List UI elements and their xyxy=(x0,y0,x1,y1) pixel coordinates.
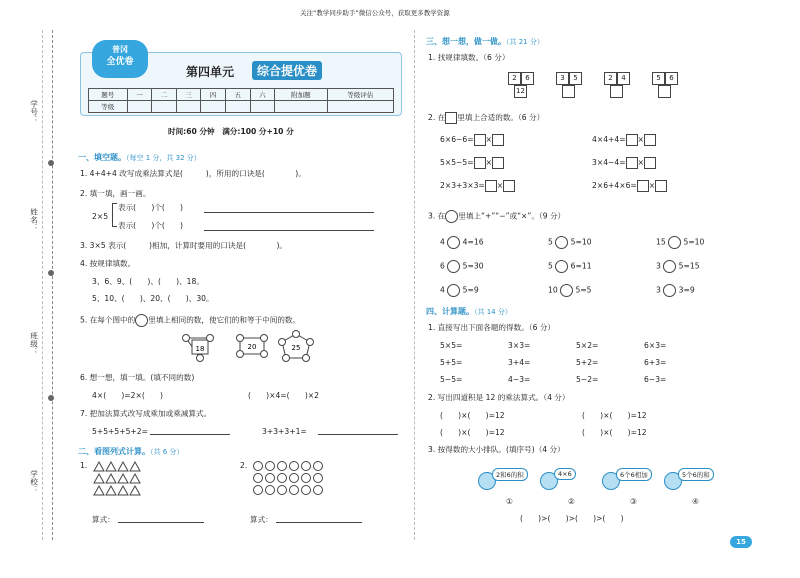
page-title: 综合提优卷 xyxy=(252,61,322,80)
draw-line xyxy=(204,230,374,231)
triangle-shape xyxy=(106,462,116,471)
logo-badge xyxy=(92,40,148,78)
ant-number: ③ xyxy=(630,497,637,506)
calc-item: 5×5= xyxy=(440,341,463,350)
side-xingming: 姓名： xyxy=(29,208,39,231)
pattern-cell: 4 xyxy=(617,72,630,85)
calc-item: 5−2= xyxy=(576,375,599,384)
s2-q1-num: 1. xyxy=(80,461,88,470)
triangle-shape xyxy=(118,486,128,495)
pattern-answer-cell[interactable] xyxy=(562,85,575,98)
score-header: 六 xyxy=(250,89,275,101)
s1-q6b: ( )×4=( )×2 xyxy=(248,391,319,400)
score-header: 附加题 xyxy=(275,89,327,101)
fill-box-expr: 3×4−4= × xyxy=(592,157,656,169)
section4-title: 四、计算题。（共 14 分） xyxy=(426,307,512,316)
logo-line1: 普冈 xyxy=(112,45,128,54)
operator-expr: 5 6=11 xyxy=(548,260,592,273)
answer-box[interactable] xyxy=(626,134,638,146)
score-header: 四 xyxy=(201,89,226,101)
brace xyxy=(112,203,117,227)
triangle-shape xyxy=(118,462,128,471)
score-cell[interactable] xyxy=(225,101,250,113)
ant-tag: 2和6的积 xyxy=(492,468,528,481)
circle-shape xyxy=(314,486,323,495)
s1-q2-line1: 表示( )个( ) xyxy=(118,203,184,212)
s1-q2: 2. 填一填，画一画。 xyxy=(80,189,151,198)
s2-formula1: 算式： xyxy=(92,515,115,524)
score-cell[interactable] xyxy=(176,101,201,113)
answer-line xyxy=(318,434,398,435)
q5-num: 25 xyxy=(291,344,301,352)
s1-q5: 5. 在每个图中的 里填上相同的数，使它们的和等于中间的数。 xyxy=(80,314,300,327)
s4-q2: 2. 写出四道积是 12 的乘法算式。（4 分） xyxy=(428,393,570,402)
circle-shape xyxy=(254,474,263,483)
circle-icon xyxy=(135,314,148,327)
top-note: 关注“教学同步助手”微信公众号，获取更多教学资源 xyxy=(300,9,450,17)
operator-expr: 3 3=9 xyxy=(656,284,695,297)
triangle-shape xyxy=(106,474,116,483)
calc-item: 6−3= xyxy=(644,375,667,384)
s1-q6a: 4×( )=2×( ) xyxy=(92,391,163,400)
calc-item: 3+4= xyxy=(508,358,531,367)
score-cell[interactable] xyxy=(127,101,152,113)
triangle-shape xyxy=(94,462,104,471)
operator-expr: 10 5=5 xyxy=(548,284,592,297)
answer-box[interactable] xyxy=(503,180,515,192)
triangle-figure xyxy=(183,335,214,362)
calc-item: 5+5= xyxy=(440,358,463,367)
pattern-cell: 3 xyxy=(556,72,569,85)
score-table xyxy=(88,88,394,113)
fill-box-expr: 5×5−5= × xyxy=(440,157,504,169)
circle-shape xyxy=(290,462,299,471)
ant-number: ② xyxy=(568,497,575,506)
circle-shape xyxy=(278,462,287,471)
circle-shape xyxy=(254,462,263,471)
section1-title: 一、填空题。（每空 1 分，共 32 分） xyxy=(78,153,201,162)
s4-q2-line1a: ( )×( )=12 xyxy=(440,411,505,420)
fill-box-expr: 2×3+3×3= × xyxy=(440,180,515,192)
q5-num: 18 xyxy=(195,345,205,353)
circle-shape xyxy=(290,474,299,483)
calc-item: 5−5= xyxy=(440,375,463,384)
circle-shape xyxy=(314,462,323,471)
circle-shape xyxy=(266,462,275,471)
circle-shape xyxy=(266,486,275,495)
circle-shape xyxy=(290,486,299,495)
answer-line xyxy=(150,434,230,435)
answer-line xyxy=(276,522,362,523)
calc-item: 6+3= xyxy=(644,358,667,367)
q5-figures xyxy=(180,330,330,364)
operator-expr: 6 5=30 xyxy=(440,260,484,273)
circle-shape xyxy=(278,486,287,495)
order-answer: ( )>( )>( )>( ) xyxy=(520,514,624,523)
s1-q4a: 3、6、9、( )、( )、18。 xyxy=(92,277,204,286)
binding-line-outer xyxy=(42,30,43,540)
s3-q3: 3. 在 里填上“+”“−”或“×”。（9 分） xyxy=(428,210,565,223)
s3-q1: 1. 找规律填数。（6 分） xyxy=(428,53,510,62)
s4-q3: 3. 按得数的大小排队。(填序号)（4 分） xyxy=(428,445,565,454)
score-header: 二 xyxy=(152,89,177,101)
operator-circle[interactable] xyxy=(668,236,681,249)
draw-line xyxy=(204,212,374,213)
pattern-answer-cell[interactable] xyxy=(658,85,671,98)
s2-formula2: 算式： xyxy=(250,515,273,524)
score-cell[interactable] xyxy=(201,101,226,113)
answer-box[interactable] xyxy=(655,180,667,192)
circle-shape xyxy=(254,486,263,495)
s1-q4: 4. 按规律填数。 xyxy=(80,259,136,268)
score-header: 五 xyxy=(225,89,250,101)
operator-expr: 15 5=10 xyxy=(656,236,704,249)
answer-box[interactable] xyxy=(644,157,656,169)
operator-circle[interactable] xyxy=(663,260,676,273)
answer-box[interactable] xyxy=(637,180,649,192)
operator-circle[interactable] xyxy=(560,284,573,297)
hole-mark xyxy=(48,395,54,401)
fill-box-expr: 6×6−6= × xyxy=(440,134,504,146)
fill-box-expr: 4×4+4= × xyxy=(592,134,656,146)
operator-expr: 5 5=10 xyxy=(548,236,592,249)
answer-box[interactable] xyxy=(474,134,486,146)
calc-item: 5×2= xyxy=(576,341,599,350)
operator-expr: 4 5=9 xyxy=(440,284,479,297)
circle-shape xyxy=(266,474,275,483)
ant-tag: 6个6相加 xyxy=(616,468,652,481)
operator-circle[interactable] xyxy=(555,236,568,249)
calc-item: 5+2= xyxy=(576,358,599,367)
hole-mark xyxy=(48,270,54,276)
time-info: 时间:60 分钟 满分:100 分+10 分 xyxy=(168,127,294,136)
score-cell[interactable] xyxy=(250,101,275,113)
operator-circle[interactable] xyxy=(555,260,568,273)
answer-box[interactable] xyxy=(485,180,497,192)
s4-q2-line1b: ( )×( )=12 xyxy=(582,411,647,420)
section2-title: 二、看图列式计算。（共 6 分） xyxy=(78,447,184,456)
triangle-shape xyxy=(130,486,140,495)
pattern-cell: 2 xyxy=(508,72,521,85)
operator-circle[interactable] xyxy=(447,260,460,273)
column-divider xyxy=(414,30,415,540)
score-header: 等级评估 xyxy=(327,89,393,101)
section3-title: 三、想一想，做一做。（共 21 分） xyxy=(426,37,544,46)
s1-q2-expr: 2×5 xyxy=(92,212,109,221)
s4-q2-line2a: ( )×( )=12 xyxy=(440,428,505,437)
ant-number: ④ xyxy=(692,497,699,506)
score-cell[interactable] xyxy=(152,101,177,113)
s1-q7b: 3+3+3+1= xyxy=(262,427,307,436)
side-xuehao: 学号： xyxy=(29,100,39,123)
square-figure xyxy=(237,335,268,358)
page-number: 15 xyxy=(730,536,752,548)
pattern-cell: 5 xyxy=(569,72,582,85)
s4-q1: 1. 直接写出下面各题的得数。（6 分） xyxy=(428,323,556,332)
circle-shape xyxy=(314,474,323,483)
s1-q2-line2: 表示( )个( ) xyxy=(118,221,184,230)
score-header: 题号 xyxy=(89,89,128,101)
triangle-shape xyxy=(94,474,104,483)
side-banji: 班级： xyxy=(29,332,39,355)
triangle-shape xyxy=(94,486,104,495)
triangle-grid xyxy=(90,458,160,500)
circle-grid xyxy=(250,458,340,500)
operator-expr: 4 4=16 xyxy=(440,236,484,249)
calc-item: 3×3= xyxy=(508,341,531,350)
unit-label: 第四单元 xyxy=(186,65,235,79)
pattern-cell: 6 xyxy=(665,72,678,85)
pattern-cell: 6 xyxy=(521,72,534,85)
ant-number: ① xyxy=(506,497,513,506)
s4-q2-line2b: ( )×( )=12 xyxy=(582,428,647,437)
binding-line xyxy=(52,30,53,540)
fill-box-expr: 2×6+4×6= × xyxy=(592,180,667,192)
answer-line xyxy=(118,522,204,523)
score-cell[interactable] xyxy=(275,101,327,113)
circle-shape xyxy=(302,474,311,483)
s1-q4b: 5、10、( )、20、( )、30。 xyxy=(92,294,214,303)
side-xuexiao: 学校： xyxy=(29,470,39,493)
answer-box[interactable] xyxy=(474,157,486,169)
ant-tag: 4×6 xyxy=(554,468,576,480)
answer-box[interactable] xyxy=(492,157,504,169)
s2-q2-num: 2. xyxy=(240,461,248,470)
score-header: 一 xyxy=(127,89,152,101)
circle-shape xyxy=(278,474,287,483)
answer-box[interactable] xyxy=(644,134,656,146)
score-cell[interactable] xyxy=(327,101,393,113)
s1-q6: 6. 想一想，填一填。(填不同的数) xyxy=(80,373,195,382)
operator-circle[interactable] xyxy=(447,284,460,297)
operator-circle[interactable] xyxy=(447,236,460,249)
pentagon-figure xyxy=(279,331,314,362)
triangle-shape xyxy=(130,462,140,471)
operator-circle[interactable] xyxy=(663,284,676,297)
logo-line2: 全优卷 xyxy=(106,57,134,67)
triangle-shape xyxy=(106,486,116,495)
s1-q7: 7. 把加法算式改写成乘加或乘减算式。 xyxy=(80,409,212,418)
circle-shape xyxy=(302,462,311,471)
s1-q1: 1. 4+4+4 改写成乘法算式是( )，所用的口诀是( )。 xyxy=(80,169,306,178)
q5-num: 20 xyxy=(247,343,257,351)
circle-icon xyxy=(445,210,458,223)
answer-box[interactable] xyxy=(626,157,638,169)
hole-mark xyxy=(48,160,54,166)
calc-item: 4−3= xyxy=(508,375,531,384)
operator-expr: 3 5=15 xyxy=(656,260,700,273)
calc-item: 6×3= xyxy=(644,341,667,350)
pattern-cell: 2 xyxy=(604,72,617,85)
pattern-answer-cell[interactable] xyxy=(610,85,623,98)
answer-box[interactable] xyxy=(492,134,504,146)
s1-q7a: 5+5+5+5+2= xyxy=(92,427,148,436)
triangle-shape xyxy=(130,474,140,483)
box-icon xyxy=(445,112,457,124)
circle-shape xyxy=(302,486,311,495)
s1-q3: 3. 3×5 表示( )相加，计算时要用的口诀是( )。 xyxy=(80,241,288,250)
s3-q2: 2. 在 里填上合适的数。（6 分） xyxy=(428,113,545,122)
ant-tag: 5个6的和 xyxy=(678,468,714,481)
score-header: 三 xyxy=(176,89,201,101)
triangle-shape xyxy=(118,474,128,483)
score-cell: 等级 xyxy=(89,101,128,113)
pattern-cell: 5 xyxy=(652,72,665,85)
pattern-answer-cell: 12 xyxy=(514,85,527,98)
